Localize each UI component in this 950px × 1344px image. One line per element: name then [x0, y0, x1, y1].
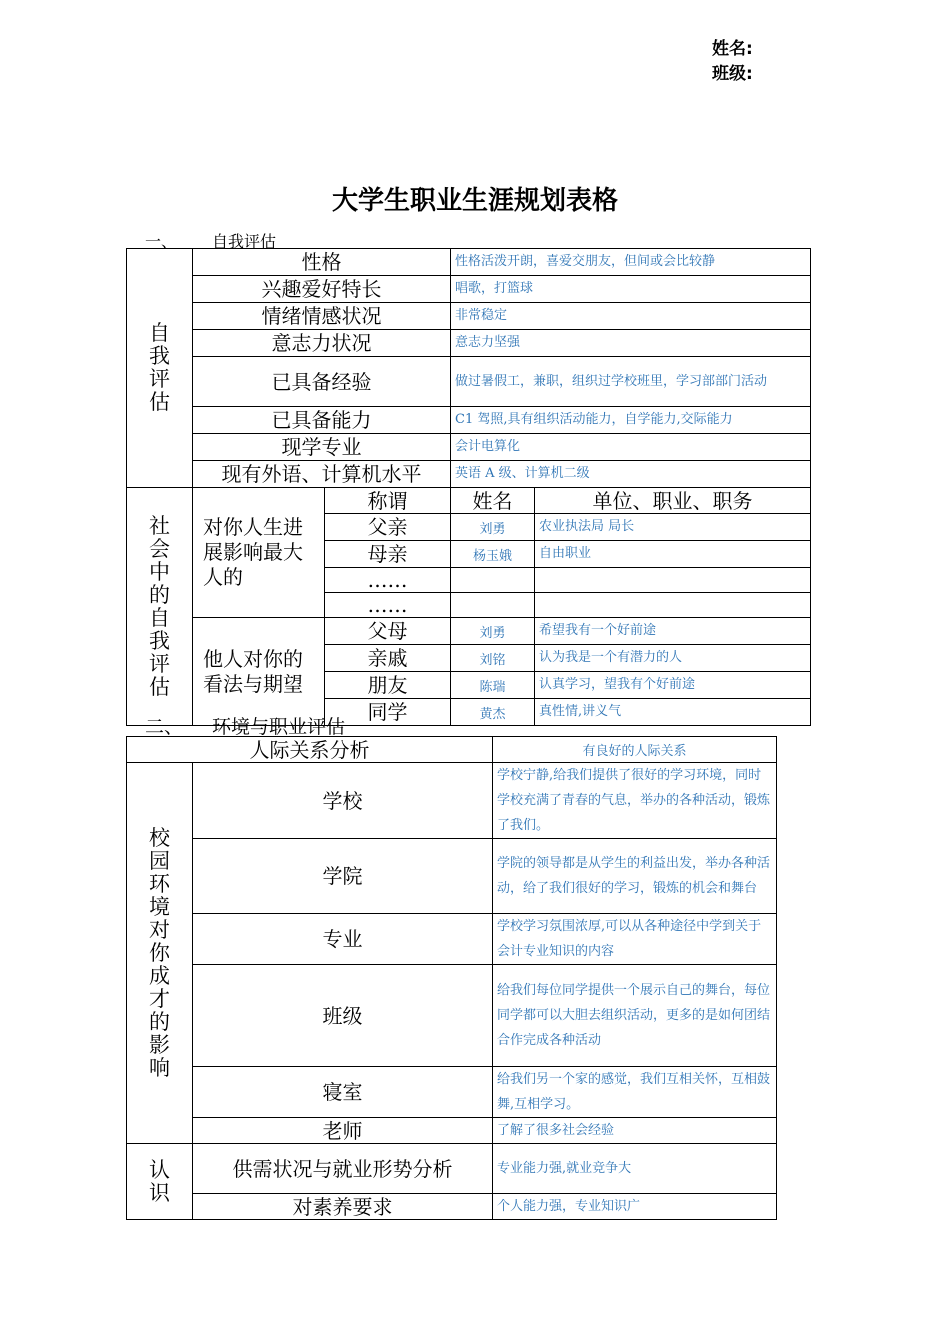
table-row [127, 1118, 777, 1144]
cognition-row-label: 对素养要求 [193, 1194, 493, 1220]
cognition-row-label: 供需状况与就业形势分析 [193, 1144, 493, 1194]
detail-cell [535, 568, 811, 593]
detail-cell: 真性情,讲义气 [535, 699, 811, 726]
col-header-unit: 单位、职业、职务 [535, 488, 811, 514]
col-header-name: 姓名 [451, 488, 535, 514]
campus-row-label: 学校 [193, 763, 493, 839]
campus-row-value: 学院的领导都是从学生的利益出发，举办各种活动，给了我们很好的学习，锻炼的机会和舞台 [493, 839, 777, 914]
opinion-label: 他人对你的看法与期望 [193, 618, 325, 726]
detail-cell: 认真学习，望我有个好前途 [535, 672, 811, 699]
table-row [127, 965, 777, 1067]
influence-label: 对你人生进展影响最大人的 [193, 488, 325, 618]
detail-cell: 农业执法局 局长 [535, 514, 811, 541]
row-value: 性格活泼开朗，喜爱交朋友，但间或会比较静 [451, 249, 811, 276]
name-cell [451, 593, 535, 618]
name-cell: 刘勇 [451, 618, 535, 645]
table-row [127, 488, 811, 514]
relation-cell: 朋友 [325, 672, 451, 699]
relation-cell: 父亲 [325, 514, 451, 541]
col-header-relation: 称谓 [325, 488, 451, 514]
campus-group-label: 校 园 环 境 对 你 成 才 的 影 响 [127, 763, 193, 1144]
relation-cell: 父母 [325, 618, 451, 645]
campus-row-label: 寝室 [193, 1067, 493, 1118]
self-eval-group-label: 自 我 评 估 [127, 249, 193, 488]
page-title: 大学生职业生涯规划表格 [331, 186, 618, 216]
relation-cell: …… [325, 568, 451, 593]
social-eval-group-label: 社 会 中 的 自 我 评 估 [127, 488, 193, 726]
campus-row-label: 班级 [193, 965, 493, 1067]
row-label: 性格 [193, 249, 451, 276]
table-row [127, 330, 811, 357]
row-value: C1 驾照,具有组织活动能力，自学能力,交际能力 [451, 407, 811, 434]
campus-row-label: 学院 [193, 839, 493, 914]
detail-cell: 自由职业 [535, 541, 811, 568]
name-cell: 杨玉娥 [451, 541, 535, 568]
row-value: 意志力坚强 [451, 330, 811, 357]
row-value: 会计电算化 [451, 434, 811, 461]
relation-value: 有良好的人际关系 [493, 737, 777, 763]
row-label: 情绪情感状况 [193, 303, 451, 330]
name-cell: 黄杰 [451, 699, 535, 726]
row-value: 英语 A 级、计算机二级 [451, 461, 811, 488]
table-row [127, 737, 777, 763]
environment-table [126, 736, 777, 1220]
class-label: 班级: [712, 64, 753, 84]
row-label: 兴趣爱好特长 [193, 276, 451, 303]
campus-row-value: 给我们另一个家的感觉，我们互相关怀，互相鼓舞,互相学习。 [493, 1067, 777, 1118]
table-row [127, 763, 777, 839]
cognition-row-value: 个人能力强，专业知识广 [493, 1194, 777, 1220]
campus-row-value: 学校宁静,给我们提供了很好的学习环境，同时学校充满了青春的气息，举办的各种活动，锻炼了我们。 [493, 763, 777, 839]
relation-cell: …… [325, 593, 451, 618]
campus-row-label: 专业 [193, 914, 493, 965]
name-cell: 陈瑞 [451, 672, 535, 699]
table-row [127, 303, 811, 330]
row-label: 意志力状况 [193, 330, 451, 357]
table-row [127, 1067, 777, 1118]
table-row [127, 618, 811, 645]
row-value: 做过暑假工，兼职，组织过学校班里，学习部部门活动 [451, 357, 811, 407]
detail-cell: 认为我是一个有潜力的人 [535, 645, 811, 672]
table-row [127, 434, 811, 461]
table-row [127, 276, 811, 303]
row-label: 已具备经验 [193, 357, 451, 407]
table-row [127, 461, 811, 488]
section1-title: 自我评估 [212, 232, 277, 251]
table-row [127, 249, 811, 276]
campus-row-value: 了解了很多社会经验 [493, 1118, 777, 1144]
self-evaluation-table [126, 248, 811, 726]
relation-cell: 亲戚 [325, 645, 451, 672]
section2-title: 环境与职业评估 [212, 716, 346, 738]
campus-row-value: 学校学习氛围浓厚,可以从各种途径中学到关于会计专业知识的内容 [493, 914, 777, 965]
table-row [127, 407, 811, 434]
table-row [127, 1144, 777, 1194]
table-row [127, 914, 777, 965]
detail-cell [535, 593, 811, 618]
name-label: 姓名: [712, 39, 753, 59]
row-label: 已具备能力 [193, 407, 451, 434]
table-row [127, 1194, 777, 1220]
relation-cell: 母亲 [325, 541, 451, 568]
row-value: 非常稳定 [451, 303, 811, 330]
campus-row-label: 老师 [193, 1118, 493, 1144]
detail-cell: 希望我有一个好前途 [535, 618, 811, 645]
row-label: 现学专业 [193, 434, 451, 461]
cognition-row-value: 专业能力强,就业竞争大 [493, 1144, 777, 1194]
table-row [127, 357, 811, 407]
table-row [127, 839, 777, 914]
row-label: 现有外语、计算机水平 [193, 461, 451, 488]
section2-number: 二、 [145, 716, 184, 738]
cognition-group-label: 认 识 [127, 1144, 193, 1220]
name-cell: 刘勇 [451, 514, 535, 541]
name-cell: 刘铭 [451, 645, 535, 672]
name-cell [451, 568, 535, 593]
row-value: 唱歌，打篮球 [451, 276, 811, 303]
relation-label: 人际关系分析 [127, 737, 493, 763]
campus-row-value: 给我们每位同学提供一个展示自己的舞台，每位同学都可以大胆去组织活动，更多的是如何团结合作完成各种活动 [493, 965, 777, 1067]
section1-number: 一、 [145, 232, 178, 251]
relation-cell: 同学 [325, 699, 451, 726]
